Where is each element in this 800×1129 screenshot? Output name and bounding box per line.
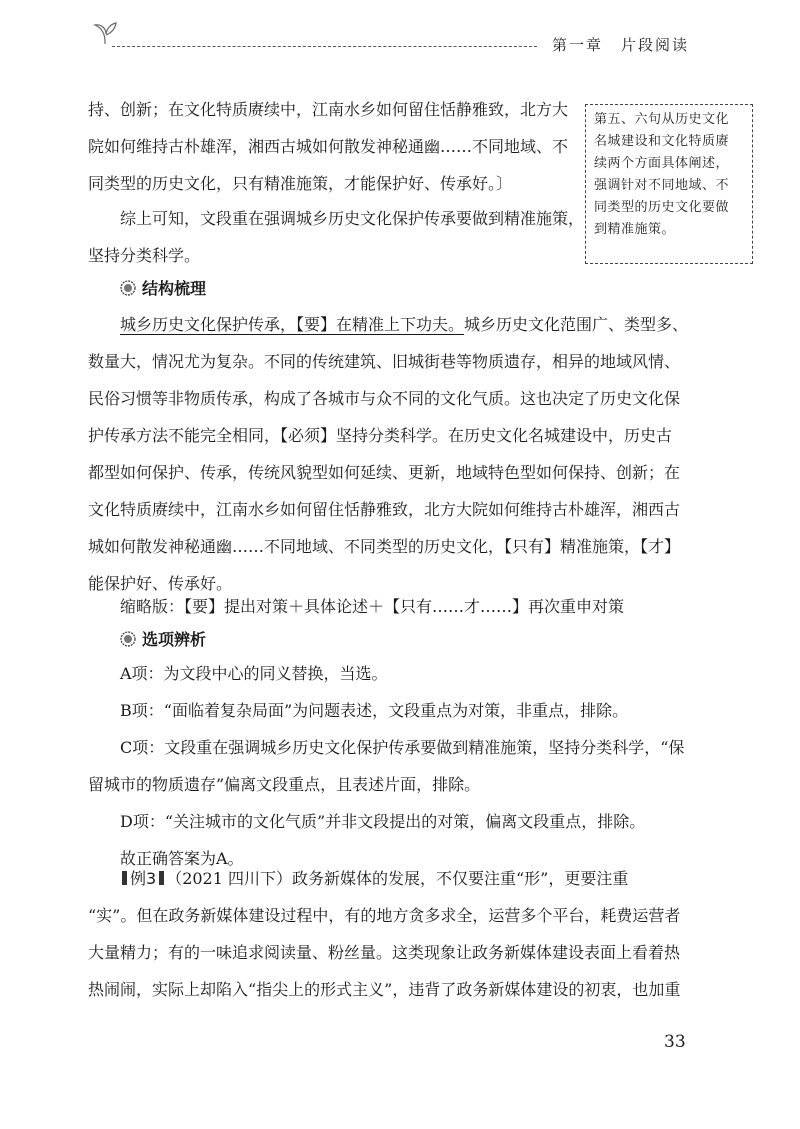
side-note [585,104,753,264]
example-label: 例3 [130,869,157,888]
condensed-version [88,588,692,625]
text-line: 持、创新；在文化特质赓续中，江南水乡如何留住恬静雅致，北方大 [88,100,569,119]
example-bracket-icon [120,870,130,886]
section-badge-icon [120,631,136,647]
note-line: 强调针对不同地域、不 [594,178,730,193]
page-number: 33 [664,1032,686,1052]
text-line: 院如何维持古朴雄浑，湘西古城如何散发神秘通幽……不同地域、不 [88,137,569,156]
running-header [552,34,689,55]
leaf-icon [92,20,118,44]
intro-paragraph [88,91,578,202]
text-line: 同类型的历史文化，只有精准施策，才能保护好、传承好。〕 [88,174,513,193]
text-line: 综上可知，文段重在强调城乡历史文化保护传承要做到精准施策， [120,209,585,228]
structure-heading [120,276,206,299]
text-fragment: 城乡历史文化范围广、类型多、 [464,315,689,334]
text-line: 城如何散发神秘通幽……不同地域、不同类型的历史文化，【只有】精准施策，【才】 [88,537,681,556]
section-badge-icon [120,280,136,296]
options-analysis [88,655,692,877]
option-b-text: B项：“面临着复杂局面”为问题表述，文段重点为对策，非重点，排除。 [120,701,629,720]
note-line: 同类型的历史文化要做 [594,200,730,215]
answer-text: 故正确答案为A。 [120,849,244,868]
text-line: 坚持分类科学。 [88,246,201,265]
text-line: 都型如何保护、传承，传统风貌型如何延续、更新，地域特色型如何保持、创新；在 [88,463,681,482]
structure-paragraph [88,306,692,602]
note-line: 第五、六句从历史文化 [594,112,730,127]
keyword-bracket: 【要】 [296,315,337,334]
option-c-text: 留城市的物质遗存”偏离文段重点，且表述片面，排除。 [88,775,481,794]
underlined-text: 在精准上下功夫。 [336,315,465,334]
underlined-text: 城乡历史文化保护传承， [120,315,297,334]
example-3 [88,860,692,1008]
note-line: 名城建设和文化特质赓 [594,134,730,149]
text-line: 护传承方法不能完全相同，【必须】坚持分类科学。在历史文化名城建设中，历史古 [88,426,673,445]
text-line: 热闹闹，实际上却陷入“指尖上的形式主义”，违背了政务新媒体建设的初衷，也加重 [88,980,681,999]
text-line: 数量大，情况尤为复杂。不同的传统建筑、旧城街巷等物质遗存，相异的地域风情、 [88,352,681,371]
text-line [88,306,692,343]
text-line [88,860,692,897]
header-chapter: 第一章 [552,36,604,54]
text-line: 大量精力；有的一味追求阅读量、粉丝量。这类现象让政务新媒体建设表面上看着热 [88,943,681,962]
structure-heading-label: 结构梳理 [142,279,207,298]
text-line: 民俗习惯等非物质传承，构成了各城市与众不同的文化气质。这也决定了历史文化保 [88,389,681,408]
header-rule [112,46,537,47]
header-section: 片段阅读 [621,36,690,54]
note-line: 续两个方面具体阐述， [594,156,730,171]
options-heading [120,627,206,650]
text-fragment: （2021 四川下）政务新媒体的发展，不仅要注重“形”，更要注重 [166,869,629,888]
text-line: 文化特质赓续中，江南水乡如何留住恬静雅致，北方大院如何维持古朴雄浑，湘西古 [88,500,681,519]
text-line: “实”。但在政务新媒体建设过程中，有的地方贪多求全，运营多个平台，耗费运营者 [88,906,681,925]
text-line: 缩略版：【要】提出对策＋具体论述＋【只有……才……】再次重申对策 [120,597,625,616]
option-c-text: C项：文段重在强调城乡历史文化保护传承要做到精准施策，坚持分类科学，“保 [120,738,685,757]
summary-paragraph [88,200,585,274]
example-bracket-icon [156,870,166,886]
option-d-text: D项：“关注城市的文化气质”并非文段提出的对策，偏离文段重点，排除。 [120,812,646,831]
option-a-text: A项：为文段中心的同义替换，当选。 [120,664,388,683]
text-line: 能保护好、传承好。 [88,574,233,593]
note-line: 到精准施策。 [594,222,676,237]
options-heading-label: 选项辨析 [142,630,207,649]
